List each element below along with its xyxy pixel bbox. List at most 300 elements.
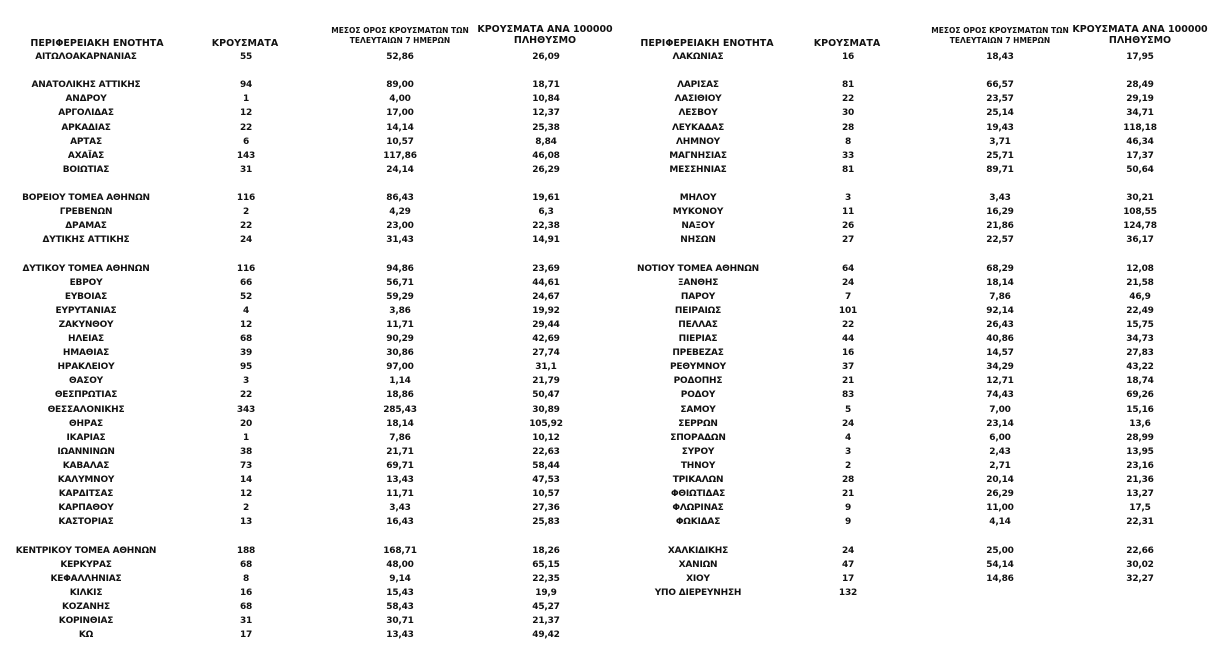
- cell-region: ΝΗΣΩΝ: [680, 235, 716, 246]
- cell-per100k: 27,83: [1126, 348, 1154, 359]
- cell-cases: 44: [841, 334, 855, 344]
- cell-avg7: 23,00: [386, 221, 414, 232]
- cell-per100k: 19,9: [535, 587, 557, 598]
- cell-cases: 1: [242, 94, 250, 105]
- cell-per100k: 26,29: [532, 164, 560, 175]
- cell-region: ΛΑΣΙΘΙΟΥ: [674, 94, 722, 105]
- cell-region: ΧΙΟΥ: [686, 573, 710, 584]
- cell-region: ΚΑΛΥΜΝΟΥ: [57, 475, 115, 485]
- cell-region: ΦΩΚΙΔΑΣ: [675, 517, 721, 528]
- cell-cases: 12: [239, 319, 253, 330]
- cell-avg7: 23,57: [986, 94, 1014, 105]
- cell-cases: 28: [841, 475, 855, 485]
- cell-region: ΕΥΒΟΙΑΣ: [64, 291, 108, 302]
- right-header-avg7-line2: ΤΕΛΕΥΤΑΙΩΝ 7 ΗΜΕΡΩΝ: [949, 36, 1051, 45]
- cell-per100k: 25,38: [532, 122, 560, 133]
- cell-region: ΣΕΡΡΩΝ: [678, 418, 718, 429]
- cell-avg7: 86,43: [386, 193, 414, 203]
- cell-avg7: 21,86: [986, 221, 1014, 232]
- cell-avg7: 97,00: [386, 362, 414, 373]
- cell-cases: 116: [236, 263, 256, 274]
- cell-cases: 22: [239, 122, 253, 133]
- cell-cases: 81: [841, 164, 855, 175]
- cell-avg7: 90,29: [386, 334, 414, 344]
- cell-cases: 188: [236, 545, 256, 556]
- cell-region: ΡΕΘΥΜΝΟΥ: [670, 362, 726, 373]
- cell-region: ΝΟΤΙΟΥ ΤΟΜΕΑ ΑΘΗΝΩΝ: [636, 263, 760, 274]
- cell-cases: 68: [239, 559, 253, 570]
- cell-region: ΚΟΖΑΝΗΣ: [62, 601, 110, 612]
- cell-cases: 33: [841, 150, 855, 161]
- cell-per100k: 22,63: [532, 446, 560, 457]
- cell-avg7: 89,00: [386, 80, 414, 91]
- cell-per100k: 50,47: [532, 390, 560, 401]
- cell-region: ΔΥΤΙΚΟΥ ΤΟΜΕΑ ΑΘΗΝΩΝ: [22, 263, 150, 274]
- cell-cases: 64: [841, 263, 855, 274]
- cell-cases: 28: [841, 122, 855, 133]
- cell-per100k: 26,09: [532, 52, 560, 62]
- cell-per100k: 22,66: [1126, 545, 1154, 556]
- cell-avg7: 4,14: [989, 517, 1011, 528]
- cell-cases: 22: [841, 319, 855, 330]
- cell-cases: 2: [242, 503, 250, 514]
- cell-per100k: 46,34: [1126, 136, 1154, 147]
- left-header-per100k-line2: ΠΛΗΘΥΣΜΟ: [513, 35, 577, 46]
- cell-per100k: 10,12: [532, 432, 560, 443]
- cell-avg7: 11,71: [386, 319, 414, 330]
- cell-region: ΛΕΣΒΟΥ: [678, 108, 718, 119]
- cell-region: ΚΕΝΤΡΙΚΟΥ ΤΟΜΕΑ ΑΘΗΝΩΝ: [15, 545, 157, 556]
- cell-per100k: 13,95: [1126, 446, 1154, 457]
- cell-cases: 21: [841, 376, 855, 387]
- cell-cases: 55: [239, 52, 253, 62]
- cell-region: ΠΕΛΛΑΣ: [678, 319, 718, 330]
- cell-per100k: 22,35: [532, 573, 560, 584]
- cell-per100k: 69,26: [1126, 390, 1154, 401]
- cell-region: ΠΑΡΟΥ: [680, 291, 716, 302]
- cell-avg7: 58,43: [386, 601, 414, 612]
- cell-per100k: 31,1: [535, 362, 557, 373]
- cell-avg7: 9,14: [389, 573, 411, 584]
- cell-avg7: 68,29: [986, 263, 1014, 274]
- cell-avg7: 17,00: [386, 108, 414, 119]
- cell-cases: 21: [841, 489, 855, 500]
- cell-per100k: 27,74: [532, 348, 560, 359]
- cell-region: ΒΟΙΩΤΙΑΣ: [62, 164, 110, 175]
- cell-per100k: 29,19: [1126, 94, 1154, 105]
- cell-per100k: 45,27: [532, 601, 560, 612]
- right-header-per100k: [1065, 24, 1215, 46]
- cell-cases: 22: [239, 221, 253, 232]
- cell-avg7: 25,00: [986, 545, 1014, 556]
- cell-region: ΧΑΛΚΙΔΙΚΗΣ: [667, 545, 729, 556]
- cell-avg7: 15,43: [386, 587, 414, 598]
- cell-cases: 31: [239, 616, 253, 626]
- left-header-region: ΠΕΡΙΦΕΡΕΙΑΚΗ ΕΝΟΤΗΤΑ: [30, 38, 164, 49]
- cell-region: ΧΑΝΙΩΝ: [678, 559, 718, 570]
- cell-region: ΤΡΙΚΑΛΩΝ: [672, 475, 724, 485]
- cell-avg7: 11,00: [986, 503, 1014, 514]
- cell-region: ΦΘΙΩΤΙΔΑΣ: [670, 489, 726, 500]
- cell-region: ΣΥΡΟΥ: [681, 446, 715, 457]
- cell-per100k: 58,44: [532, 460, 560, 471]
- cell-cases: 11: [841, 207, 855, 218]
- cell-region: ΕΒΡΟΥ: [69, 277, 103, 288]
- cell-region: ΗΡΑΚΛΕΙΟΥ: [57, 362, 115, 373]
- right-header-avg7-line1: ΜΕΣΟΣ ΟΡΟΣ ΚΡΟΥΣΜΑΤΩΝ ΤΩΝ: [931, 26, 1069, 35]
- cell-cases: 13: [239, 517, 253, 528]
- cell-per100k: 12,08: [1126, 263, 1154, 274]
- cell-cases: 95: [239, 362, 253, 373]
- cell-region: ΘΑΣΟΥ: [69, 376, 103, 387]
- cell-region: ΠΙΕΡΙΑΣ: [678, 334, 718, 344]
- cell-cases: 3: [242, 376, 250, 387]
- cell-per100k: 29,44: [532, 319, 560, 330]
- cell-cases: 24: [841, 418, 855, 429]
- cell-region: ΜΥΚΟΝΟΥ: [672, 207, 724, 218]
- cell-avg7: 117,86: [383, 150, 417, 161]
- cell-avg7: 14,14: [386, 122, 414, 133]
- cell-region: ΤΗΝΟΥ: [680, 460, 716, 471]
- cell-cases: 66: [239, 277, 253, 288]
- cell-avg7: 4,00: [389, 94, 411, 105]
- cell-region: ΚΑΡΠΑΘΟΥ: [58, 503, 114, 514]
- cell-per100k: 47,53: [532, 475, 560, 485]
- cell-avg7: 56,71: [386, 277, 414, 288]
- cell-cases: 24: [841, 277, 855, 288]
- cell-cases: 47: [841, 559, 855, 570]
- cell-per100k: 17,5: [1129, 503, 1151, 514]
- cell-avg7: 22,57: [986, 235, 1014, 246]
- cell-per100k: 19,92: [532, 305, 560, 316]
- cell-cases: 83: [841, 390, 855, 401]
- cell-per100k: 23,16: [1126, 460, 1154, 471]
- cell-region: ΡΟΔΟΠΗΣ: [673, 376, 723, 387]
- cell-cases: 22: [239, 390, 253, 401]
- cell-avg7: 3,43: [389, 503, 411, 514]
- cell-per100k: 44,61: [532, 277, 560, 288]
- cell-cases: 132: [838, 587, 858, 598]
- cell-avg7: 30,71: [386, 616, 414, 626]
- cell-avg7: 94,86: [386, 263, 414, 274]
- cell-region: ΛΗΜΝΟΥ: [676, 136, 720, 147]
- cell-per100k: 30,02: [1126, 559, 1154, 570]
- cell-avg7: 21,71: [386, 446, 414, 457]
- cell-avg7: 48,00: [386, 559, 414, 570]
- cell-cases: 2: [242, 207, 250, 218]
- cell-per100k: 18,74: [1126, 376, 1154, 387]
- cell-region: ΚΑΒΑΛΑΣ: [62, 460, 110, 471]
- cell-avg7: 30,86: [386, 348, 414, 359]
- cell-region: ΛΕΥΚΑΔΑΣ: [671, 122, 725, 133]
- cell-region: ΞΑΝΘΗΣ: [677, 277, 719, 288]
- cell-region: ΜΕΣΣΗΝΙΑΣ: [669, 164, 727, 175]
- cell-avg7: 26,29: [986, 489, 1014, 500]
- cell-avg7: 66,57: [986, 80, 1014, 91]
- cell-avg7: 19,43: [986, 122, 1014, 133]
- cell-cases: 30: [841, 108, 855, 119]
- right-header-region: ΠΕΡΙΦΕΡΕΙΑΚΗ ΕΝΟΤΗΤΑ: [640, 38, 774, 49]
- cell-cases: 6: [242, 136, 250, 147]
- cell-per100k: 23,69: [532, 263, 560, 274]
- cell-region: ΡΟΔΟΥ: [680, 390, 716, 401]
- cell-cases: 3: [844, 193, 852, 203]
- cell-region: ΑΙΤΩΛΟΑΚΑΡΝΑΝΙΑΣ: [35, 52, 137, 62]
- left-header-avg7: [320, 26, 480, 46]
- cell-region: ΘΕΣΠΡΩΤΙΑΣ: [54, 390, 118, 401]
- cell-per100k: 13,6: [1129, 418, 1151, 429]
- cell-cases: 9: [844, 517, 852, 528]
- cell-per100k: 10,84: [532, 94, 560, 105]
- cell-avg7: 1,14: [389, 376, 411, 387]
- cell-region: ΑΡΚΑΔΙΑΣ: [61, 122, 111, 133]
- cell-region: ΚΑΡΔΙΤΣΑΣ: [58, 489, 114, 500]
- cell-per100k: 43,22: [1126, 362, 1154, 373]
- cell-avg7: 25,71: [986, 150, 1014, 161]
- cell-region: ΑΧΑΪΑΣ: [67, 150, 105, 161]
- cell-avg7: 2,71: [989, 460, 1011, 471]
- cell-region: ΘΕΣΣΑΛΟΝΙΚΗΣ: [47, 404, 125, 415]
- cell-cases: 52: [239, 291, 253, 302]
- cell-avg7: 16,29: [986, 207, 1014, 218]
- cell-avg7: 6,00: [989, 432, 1011, 443]
- cell-region: ΑΡΓΟΛΙΔΑΣ: [58, 108, 114, 119]
- cell-per100k: 21,58: [1126, 277, 1154, 288]
- left-header-avg7-line1: ΜΕΣΟΣ ΟΡΟΣ ΚΡΟΥΣΜΑΤΩΝ ΤΩΝ: [331, 26, 469, 35]
- cell-cases: 116: [236, 193, 256, 203]
- cell-region: ΖΑΚΥΝΘΟΥ: [58, 319, 114, 330]
- cell-per100k: 21,36: [1126, 475, 1154, 485]
- right-header-avg7: [920, 26, 1080, 46]
- cell-cases: 24: [841, 545, 855, 556]
- cell-avg7: 285,43: [383, 404, 417, 415]
- cell-avg7: 168,71: [383, 545, 417, 556]
- cell-avg7: 18,14: [386, 418, 414, 429]
- cell-avg7: 13,43: [386, 630, 414, 641]
- cell-region: ΚΙΛΚΙΣ: [69, 587, 103, 598]
- cell-cases: 94: [239, 80, 253, 91]
- cell-cases: 4: [844, 432, 852, 443]
- cell-cases: 17: [239, 630, 253, 641]
- cell-region: ΦΛΩΡΙΝΑΣ: [672, 503, 724, 514]
- cell-per100k: 36,17: [1126, 235, 1154, 246]
- cell-avg7: 12,71: [986, 376, 1014, 387]
- cell-cases: 20: [239, 418, 253, 429]
- cell-region: ΠΕΙΡΑΙΩΣ: [674, 305, 722, 316]
- cell-avg7: 2,43: [989, 446, 1011, 457]
- cell-cases: 12: [239, 489, 253, 500]
- cell-avg7: 89,71: [986, 164, 1014, 175]
- cell-avg7: 4,29: [389, 207, 411, 218]
- cell-per100k: 15,75: [1126, 319, 1154, 330]
- cell-per100k: 50,64: [1126, 164, 1154, 175]
- cell-region: ΛΑΚΩΝΙΑΣ: [672, 52, 724, 62]
- cell-per100k: 25,83: [532, 517, 560, 528]
- cell-region: ΑΝΑΤΟΛΙΚΗΣ ΑΤΤΙΚΗΣ: [31, 80, 141, 91]
- cell-per100k: 14,91: [532, 235, 560, 246]
- cell-region: ΥΠΟ ΔΙΕΡΕΥΝΗΣΗ: [654, 587, 742, 598]
- cell-region: ΣΠΟΡΑΔΩΝ: [670, 432, 726, 443]
- cell-per100k: 124,78: [1123, 221, 1157, 232]
- cell-avg7: 69,71: [386, 460, 414, 471]
- left-header-avg7-line2: ΤΕΛΕΥΤΑΙΩΝ 7 ΗΜΕΡΩΝ: [349, 36, 451, 45]
- cell-avg7: 92,14: [986, 305, 1014, 316]
- cell-avg7: 18,86: [386, 390, 414, 401]
- cell-avg7: 20,14: [986, 475, 1014, 485]
- cell-region: ΚΑΣΤΟΡΙΑΣ: [58, 517, 114, 528]
- cell-region: ΜΗΛΟΥ: [679, 193, 717, 203]
- cell-region: ΛΑΡΙΣΑΣ: [677, 80, 719, 91]
- cell-avg7: 54,14: [986, 559, 1014, 570]
- cell-cases: 27: [841, 235, 855, 246]
- cell-region: ΝΑΞΟΥ: [681, 221, 715, 232]
- cell-region: ΔΥΤΙΚΗΣ ΑΤΤΙΚΗΣ: [42, 235, 130, 246]
- cell-per100k: 10,57: [532, 489, 560, 500]
- left-header-cases: ΚΡΟΥΣΜΑΤΑ: [211, 38, 279, 49]
- cell-per100k: 49,42: [532, 630, 560, 641]
- cell-per100k: 15,16: [1126, 404, 1154, 415]
- cell-region: ΒΟΡΕΙΟΥ ΤΟΜΕΑ ΑΘΗΝΩΝ: [22, 193, 150, 203]
- cell-region: ΗΛΕΙΑΣ: [68, 334, 104, 344]
- cell-cases: 101: [838, 305, 858, 316]
- cell-cases: 73: [239, 460, 253, 471]
- cell-per100k: 42,69: [532, 334, 560, 344]
- cell-cases: 38: [239, 446, 253, 457]
- cell-cases: 31: [239, 164, 253, 175]
- cell-cases: 39: [239, 348, 253, 359]
- cell-per100k: 22,49: [1126, 305, 1154, 316]
- cell-per100k: 34,73: [1126, 334, 1154, 344]
- cell-region: ΜΑΓΝΗΣΙΑΣ: [669, 150, 727, 161]
- cell-region: ΠΡΕΒΕΖΑΣ: [672, 348, 724, 359]
- cell-region: ΑΝΔΡΟΥ: [65, 94, 107, 105]
- cell-cases: 26: [841, 221, 855, 232]
- cell-avg7: 23,14: [986, 418, 1014, 429]
- cell-region: ΙΩΑΝΝΙΝΩΝ: [57, 446, 115, 457]
- cell-avg7: 25,14: [986, 108, 1014, 119]
- cell-per100k: 46,08: [532, 150, 560, 161]
- right-header-cases: ΚΡΟΥΣΜΑΤΑ: [813, 38, 881, 49]
- cell-region: ΘΗΡΑΣ: [69, 418, 103, 429]
- cell-avg7: 52,86: [386, 52, 414, 62]
- cell-per100k: 13,27: [1126, 489, 1154, 500]
- cell-cases: 8: [844, 136, 852, 147]
- cell-per100k: 28,49: [1126, 80, 1154, 91]
- cell-per100k: 12,37: [532, 108, 560, 119]
- cell-avg7: 7,86: [989, 291, 1011, 302]
- cell-avg7: 3,86: [389, 305, 411, 316]
- cell-per100k: 105,92: [529, 418, 563, 429]
- cell-per100k: 8,84: [535, 136, 557, 147]
- cell-avg7: 26,43: [986, 319, 1014, 330]
- cell-avg7: 24,14: [386, 164, 414, 175]
- cell-avg7: 14,86: [986, 573, 1014, 584]
- cell-cases: 24: [239, 235, 253, 246]
- cell-region: ΑΡΤΑΣ: [70, 136, 102, 147]
- cell-per100k: 30,21: [1126, 193, 1154, 203]
- cell-region: ΚΩ: [78, 630, 94, 641]
- cell-per100k: 22,38: [532, 221, 560, 232]
- cell-avg7: 31,43: [386, 235, 414, 246]
- cell-cases: 2: [844, 460, 852, 471]
- cell-region: ΗΜΑΘΙΑΣ: [62, 348, 110, 359]
- cell-per100k: 24,67: [532, 291, 560, 302]
- cell-cases: 14: [239, 475, 253, 485]
- cell-avg7: 40,86: [986, 334, 1014, 344]
- cell-per100k: 18,71: [532, 80, 560, 91]
- cell-cases: 16: [841, 52, 855, 62]
- cell-avg7: 13,43: [386, 475, 414, 485]
- cell-cases: 3: [844, 446, 852, 457]
- cell-per100k: 18,26: [532, 545, 560, 556]
- cell-cases: 5: [844, 404, 852, 415]
- cell-avg7: 7,00: [989, 404, 1011, 415]
- cell-avg7: 11,71: [386, 489, 414, 500]
- cell-avg7: 3,71: [989, 136, 1011, 147]
- cell-per100k: 46,9: [1129, 291, 1151, 302]
- cell-avg7: 16,43: [386, 517, 414, 528]
- cell-avg7: 59,29: [386, 291, 414, 302]
- cell-avg7: 14,57: [986, 348, 1014, 359]
- cell-region: ΚΕΡΚΥΡΑΣ: [60, 559, 112, 570]
- cell-avg7: 7,86: [389, 432, 411, 443]
- cell-per100k: 17,95: [1126, 52, 1154, 62]
- cell-region: ΙΚΑΡΙΑΣ: [66, 432, 106, 443]
- cell-per100k: 28,99: [1126, 432, 1154, 443]
- cell-cases: 68: [239, 601, 253, 612]
- cell-per100k: 118,18: [1123, 122, 1157, 133]
- cell-cases: 12: [239, 108, 253, 119]
- cell-cases: 16: [841, 348, 855, 359]
- cell-per100k: 19,61: [532, 193, 560, 203]
- left-header-per100k: [470, 24, 620, 46]
- cell-cases: 17: [841, 573, 855, 584]
- cell-per100k: 27,36: [532, 503, 560, 514]
- cell-cases: 4: [242, 305, 250, 316]
- cell-cases: 7: [844, 291, 852, 302]
- cell-per100k: 21,37: [532, 616, 560, 626]
- cell-cases: 16: [239, 587, 253, 598]
- cell-avg7: 18,43: [986, 52, 1014, 62]
- cell-cases: 22: [841, 94, 855, 105]
- cell-cases: 37: [841, 362, 855, 373]
- cell-region: ΣΑΜΟΥ: [680, 404, 716, 415]
- cell-cases: 68: [239, 334, 253, 344]
- cell-avg7: 18,14: [986, 277, 1014, 288]
- cell-avg7: 10,57: [386, 136, 414, 147]
- right-header-per100k-line1: ΚΡΟΥΣΜΑΤΑ ΑΝΑ 100000: [1072, 24, 1208, 35]
- cell-region: ΕΥΡΥΤΑΝΙΑΣ: [55, 305, 117, 316]
- cell-avg7: 3,43: [989, 193, 1011, 203]
- right-header-per100k-line2: ΠΛΗΘΥΣΜΟ: [1108, 35, 1172, 46]
- cell-per100k: 108,55: [1123, 207, 1157, 218]
- cell-per100k: 22,31: [1126, 517, 1154, 528]
- cell-cases: 81: [841, 80, 855, 91]
- cell-per100k: 65,15: [532, 559, 560, 570]
- cell-per100k: 6,3: [538, 207, 554, 218]
- cell-region: ΔΡΑΜΑΣ: [65, 221, 107, 232]
- cell-region: ΚΕΦΑΛΛΗΝΙΑΣ: [50, 573, 122, 584]
- cell-cases: 143: [236, 150, 256, 161]
- cell-region: ΚΟΡΙΝΘΙΑΣ: [58, 616, 114, 626]
- cell-cases: 8: [242, 573, 250, 584]
- cell-per100k: 30,89: [532, 404, 560, 415]
- cell-avg7: 74,43: [986, 390, 1014, 401]
- left-header-per100k-line1: ΚΡΟΥΣΜΑΤΑ ΑΝΑ 100000: [477, 24, 613, 35]
- cell-cases: 343: [236, 404, 256, 415]
- cell-per100k: 34,71: [1126, 108, 1154, 119]
- cell-per100k: 32,27: [1126, 573, 1154, 584]
